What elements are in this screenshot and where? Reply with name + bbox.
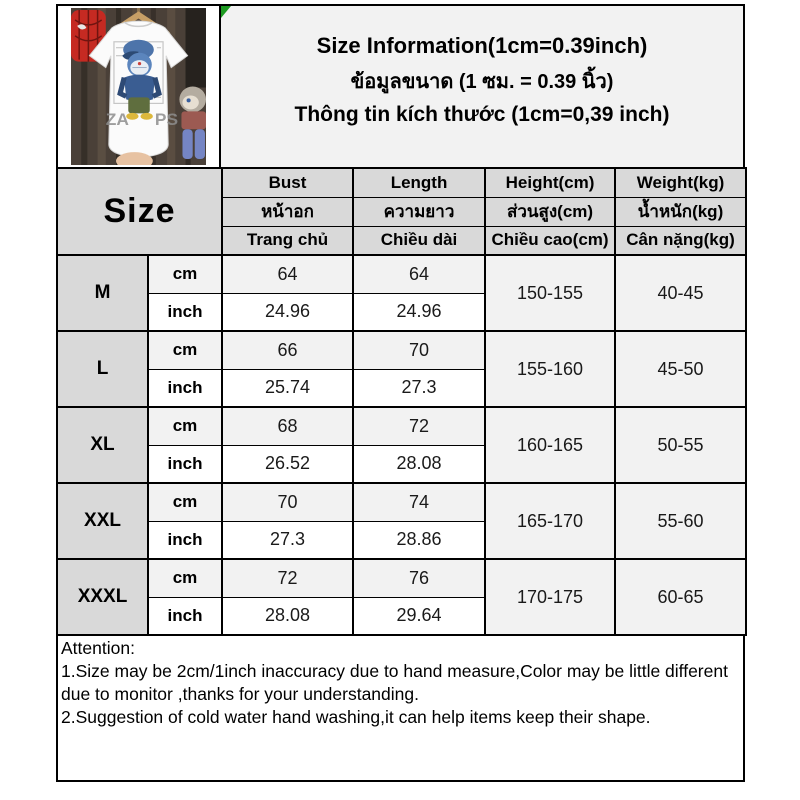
value-l-bust-cm: 66: [222, 331, 353, 369]
background-garment: [186, 8, 206, 87]
value-xxxl-weight: 60-65: [615, 559, 746, 635]
value-m-length-cm: 64: [353, 255, 485, 293]
title-thai: ข้อมูลขนาด (1 ซม. = 0.39 นิ้ว): [350, 70, 614, 93]
col-header-length-en: Length: [353, 168, 485, 197]
print-text-left: ZA: [105, 109, 129, 130]
title-english: Size Information(1cm=0.39inch): [316, 32, 648, 58]
unit-label-inch: inch: [148, 369, 222, 407]
col-header-height-vi: Chiều cao(cm): [485, 226, 615, 255]
unit-label-cm: cm: [148, 331, 222, 369]
size-label-l: L: [57, 331, 148, 407]
unit-label-cm: cm: [148, 407, 222, 445]
value-xxl-weight: 55-60: [615, 483, 746, 559]
value-m-height: 150-155: [485, 255, 615, 331]
size-chart-sheet: [56, 4, 745, 782]
attention-line-2: 2.Suggestion of cold water hand washing,it can help items keep their shape.: [61, 707, 651, 728]
product-photo-cell: [56, 4, 221, 169]
col-header-bust-th: หน้าอก: [222, 197, 353, 226]
size-table: [56, 167, 747, 636]
value-l-length-inch: 27.3: [353, 369, 485, 407]
size-label-xl: XL: [57, 407, 148, 483]
print-text-right: PS: [154, 109, 179, 130]
doll-figure: [179, 87, 206, 160]
value-m-weight: 40-45: [615, 255, 746, 331]
cell-comment-marker: [221, 6, 231, 18]
attention-line-1: 1.Size may be 2cm/1inch inaccuracy due to hand measure,Color may be little different due to monitor ,thanks for your understanding.: [61, 661, 728, 705]
col-header-length-th: ความยาว: [353, 197, 485, 226]
value-xl-length-inch: 28.08: [353, 445, 485, 483]
col-header-length-vi: Chiều dài: [353, 226, 485, 255]
value-l-height: 155-160: [485, 331, 615, 407]
col-header-bust-en: Bust: [222, 168, 353, 197]
size-label-xxl: XXL: [57, 483, 148, 559]
value-l-length-cm: 70: [353, 331, 485, 369]
top-row: [56, 4, 745, 169]
attention-note: [56, 634, 745, 782]
col-header-weight-vi: Cân nặng(kg): [615, 226, 746, 255]
value-xxl-length-inch: 28.86: [353, 521, 485, 559]
unit-label-cm: cm: [148, 255, 222, 293]
col-header-height-en: Height(cm): [485, 168, 615, 197]
unit-label-cm: cm: [148, 559, 222, 597]
size-label-xxxl: XXXL: [57, 559, 148, 635]
unit-label-inch: inch: [148, 445, 222, 483]
value-xxxl-length-cm: 76: [353, 559, 485, 597]
value-m-bust-cm: 64: [222, 255, 353, 293]
col-header-bust-vi: Trang chủ: [222, 226, 353, 255]
value-l-weight: 45-50: [615, 331, 746, 407]
size-label-m: M: [57, 255, 148, 331]
col-header-weight-en: Weight(kg): [615, 168, 746, 197]
title-vietnamese: Thông tin kích thước (1cm=0,39 inch): [294, 102, 670, 126]
value-xxxl-length-inch: 29.64: [353, 597, 485, 635]
attention-heading: Attention:: [61, 638, 135, 658]
value-xl-weight: 50-55: [615, 407, 746, 483]
value-xl-height: 160-165: [485, 407, 615, 483]
value-m-length-inch: 24.96: [353, 293, 485, 331]
value-xxl-length-cm: 74: [353, 483, 485, 521]
value-xxxl-bust-cm: 72: [222, 559, 353, 597]
value-xxl-bust-cm: 70: [222, 483, 353, 521]
product-photo: [71, 8, 206, 165]
size-header-cell: Size: [57, 168, 222, 255]
value-xxxl-height: 170-175: [485, 559, 615, 635]
value-m-bust-inch: 24.96: [222, 293, 353, 331]
value-xl-length-cm: 72: [353, 407, 485, 445]
unit-label-cm: cm: [148, 483, 222, 521]
value-xxl-bust-inch: 27.3: [222, 521, 353, 559]
unit-label-inch: inch: [148, 597, 222, 635]
col-header-weight-th: น้ำหนัก(kg): [615, 197, 746, 226]
unit-label-inch: inch: [148, 521, 222, 559]
col-header-height-th: ส่วนสูง(cm): [485, 197, 615, 226]
value-xl-bust-inch: 26.52: [222, 445, 353, 483]
value-l-bust-inch: 25.74: [222, 369, 353, 407]
value-xl-bust-cm: 68: [222, 407, 353, 445]
unit-label-inch: inch: [148, 293, 222, 331]
title-cell: [221, 4, 745, 169]
value-xxl-height: 165-170: [485, 483, 615, 559]
value-xxxl-bust-inch: 28.08: [222, 597, 353, 635]
